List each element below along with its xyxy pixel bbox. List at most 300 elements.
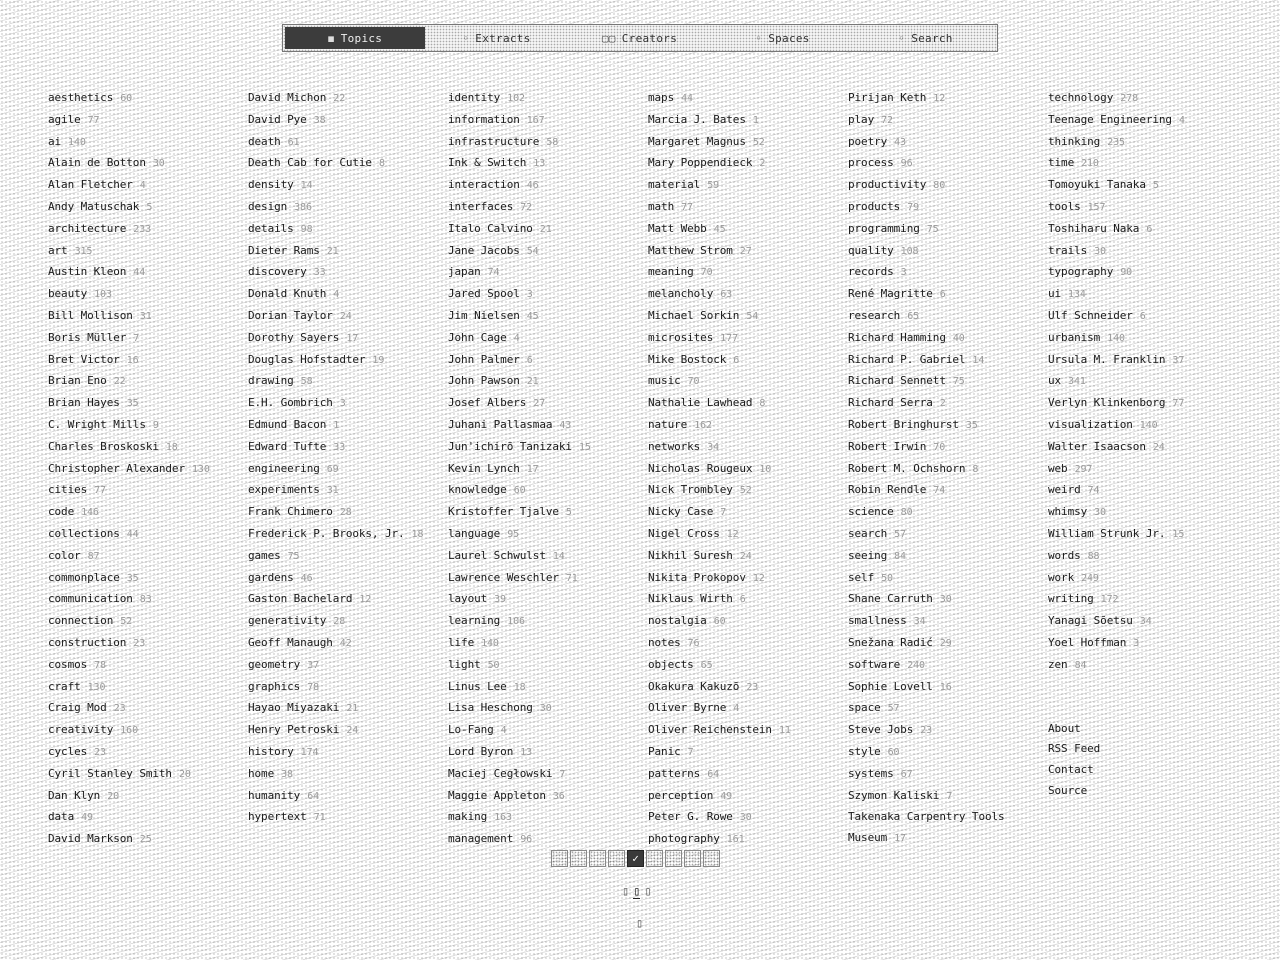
topic-count: 84: [894, 550, 906, 562]
topic-item: [848, 764, 1048, 786]
pager-dot[interactable]: [703, 850, 720, 867]
topic-link[interactable]: René Magritte: [848, 287, 933, 301]
topic-link[interactable]: management: [448, 832, 514, 846]
topic-link[interactable]: Alan Fletcher: [48, 178, 133, 192]
topic-link[interactable]: Donald Knuth: [248, 287, 327, 301]
topic-link[interactable]: Oliver Byrne: [648, 701, 727, 715]
topic-link[interactable]: beauty: [48, 287, 88, 301]
topic-link[interactable]: Snežana Radić: [848, 635, 933, 649]
topic-link[interactable]: Bret Victor: [48, 352, 120, 366]
topic-link[interactable]: Richard Hamming: [848, 330, 946, 344]
topic-link[interactable]: Bill Mollison: [48, 308, 133, 322]
topic-link[interactable]: David Michon: [248, 91, 327, 104]
topic-item: [448, 132, 648, 154]
topic-link[interactable]: Pirijan Keth: [848, 91, 927, 104]
topic-link[interactable]: code: [48, 505, 75, 519]
topic-item: [48, 786, 248, 808]
topic-link[interactable]: Shane Carruth: [848, 592, 933, 606]
topic-link[interactable]: weird: [1048, 483, 1081, 497]
topic-item: [448, 371, 648, 393]
topic-link[interactable]: Nikita Prokopov: [648, 570, 746, 584]
topic-link[interactable]: Okakura Kakuzō: [648, 679, 740, 693]
topic-link[interactable]: identity: [448, 91, 501, 104]
topic-link[interactable]: work: [1048, 570, 1075, 584]
topic-link[interactable]: maps: [648, 91, 675, 104]
topic-item: [448, 829, 648, 851]
topic-count: 8: [972, 463, 979, 475]
topic-link[interactable]: craft: [48, 679, 81, 693]
topic-link[interactable]: Geoff Manaugh: [248, 635, 333, 649]
topic-link[interactable]: E.H. Gombrich: [248, 396, 333, 410]
topic-link[interactable]: self: [848, 570, 875, 584]
topic-link[interactable]: Cyril Stanley Smith: [48, 766, 172, 780]
topic-link[interactable]: drawing: [248, 374, 294, 388]
topic-link[interactable]: Takenaka Carpentry Tools Museum: [848, 810, 1005, 845]
topic-column: [248, 88, 448, 851]
footer-link-about[interactable]: About: [1048, 721, 1081, 735]
topic-link[interactable]: Brian Hayes: [48, 396, 120, 410]
scroll-down-icon[interactable]: ▯: [636, 916, 644, 930]
topic-item: [248, 698, 448, 720]
topic-link[interactable]: quality: [848, 243, 894, 257]
topic-link[interactable]: Brian Eno: [48, 374, 107, 388]
view-toggle-icon[interactable]: ▯: [644, 884, 652, 898]
topic-link[interactable]: zen: [1048, 657, 1068, 671]
topic-item: [1048, 480, 1248, 502]
topic-link[interactable]: Verlyn Klinkenborg: [1048, 396, 1166, 410]
topic-link[interactable]: Edward Tufte: [248, 439, 327, 453]
topic-count: 34: [707, 441, 720, 453]
topic-count: 17: [894, 833, 906, 845]
topic-link[interactable]: seeing: [848, 548, 888, 562]
topic-count: 80: [933, 180, 946, 192]
topic-link[interactable]: Robert Bringhurst: [848, 417, 959, 431]
topic-count: 108: [900, 245, 919, 257]
topic-count: 167: [526, 114, 545, 126]
topic-item: [648, 262, 848, 284]
topic-count: 4: [513, 332, 520, 344]
topic-link[interactable]: science: [848, 505, 894, 519]
topic-link[interactable]: communication: [48, 592, 133, 606]
topic-item: [648, 88, 848, 110]
topic-link[interactable]: architecture: [48, 221, 127, 235]
topic-link[interactable]: Jim Nielsen: [448, 308, 520, 322]
topic-link[interactable]: discovery: [248, 265, 307, 279]
topic-link[interactable]: Kevin Lynch: [448, 461, 520, 475]
tab-topics-icon: ◼: [327, 31, 335, 45]
topic-count: 84: [1074, 659, 1087, 671]
topic-link[interactable]: Nicky Case: [648, 505, 714, 519]
topic-link[interactable]: Ursula M. Franklin: [1048, 352, 1166, 366]
topic-link[interactable]: perception: [648, 788, 714, 802]
topic-link[interactable]: whimsy: [1048, 505, 1088, 519]
topic-link[interactable]: space: [848, 701, 881, 715]
topic-item: [248, 415, 448, 437]
topic-item: [248, 219, 448, 241]
topic-link[interactable]: Austin Kleon: [48, 265, 127, 279]
tab-creators[interactable]: [568, 25, 711, 51]
topic-count: 140: [481, 637, 499, 649]
topic-link[interactable]: Edmund Bacon: [248, 417, 327, 431]
topic-link[interactable]: Hayao Miyazaki: [248, 701, 340, 715]
topic-link[interactable]: style: [848, 744, 881, 758]
tab-topics[interactable]: [285, 27, 425, 49]
footer-link-source[interactable]: Source: [1048, 783, 1088, 797]
topic-item: [848, 262, 1048, 284]
topic-link[interactable]: Richard Serra: [848, 396, 933, 410]
topic-link[interactable]: Linus Lee: [448, 679, 507, 693]
topic-link[interactable]: Walter Isaacson: [1048, 439, 1146, 453]
topic-link[interactable]: history: [248, 744, 294, 758]
topic-item: [448, 110, 648, 132]
topic-item: [648, 589, 848, 611]
topic-count: 74: [933, 485, 946, 497]
topic-link[interactable]: Maggie Appleton: [448, 788, 546, 802]
topic-link[interactable]: Panic: [648, 744, 681, 758]
topic-link[interactable]: games: [248, 548, 281, 562]
topic-link[interactable]: geometry: [248, 657, 301, 671]
topic-link[interactable]: cycles: [48, 744, 88, 758]
view-toggle-icon[interactable]: ▯: [622, 884, 630, 898]
topic-link[interactable]: process: [848, 156, 894, 170]
topic-link[interactable]: technology: [1048, 91, 1114, 104]
topic-link[interactable]: microsites: [648, 330, 714, 344]
topic-link[interactable]: Boris Müller: [48, 330, 127, 344]
topic-count: 49: [720, 790, 733, 802]
topic-link[interactable]: Andy Matuschak: [48, 199, 140, 213]
topic-link[interactable]: details: [248, 221, 294, 235]
topic-link[interactable]: color: [48, 548, 81, 562]
topic-link[interactable]: networks: [648, 439, 701, 453]
topic-link[interactable]: engineering: [248, 461, 320, 475]
topic-count: 18: [411, 528, 424, 540]
topic-count: 43: [559, 419, 572, 431]
topic-link[interactable]: David Markson: [48, 832, 133, 846]
topic-count: 22: [333, 93, 346, 104]
topic-link[interactable]: aesthetics: [48, 91, 114, 104]
topic-link[interactable]: gardens: [248, 570, 294, 584]
topic-link[interactable]: Peter G. Rowe: [648, 810, 733, 824]
topic-link[interactable]: japan: [448, 265, 481, 279]
topic-link[interactable]: Marcia J. Bates: [648, 112, 746, 126]
topic-count: 29: [939, 637, 952, 649]
topic-link[interactable]: visualization: [1048, 417, 1133, 431]
topic-link[interactable]: Henry Petroski: [248, 723, 340, 737]
pager-dot[interactable]: [570, 850, 587, 867]
topic-link[interactable]: software: [848, 657, 901, 671]
topic-link[interactable]: death: [248, 134, 281, 148]
topic-link[interactable]: ai: [48, 134, 62, 148]
topic-count: 30: [1094, 245, 1106, 257]
topic-link[interactable]: systems: [848, 766, 894, 780]
topic-link[interactable]: data: [48, 810, 75, 824]
topic-link[interactable]: Robin Rendle: [848, 483, 927, 497]
topic-item: [48, 88, 248, 110]
topic-link[interactable]: Lord Byron: [448, 744, 514, 758]
topic-link[interactable]: life: [448, 635, 475, 649]
topic-link[interactable]: trails: [1048, 243, 1088, 257]
topic-link[interactable]: Tomoyuki Tanaka: [1048, 178, 1146, 192]
topic-link[interactable]: smallness: [848, 614, 907, 628]
topic-link[interactable]: ux: [1048, 374, 1062, 388]
topic-link[interactable]: Lo-Fang: [448, 723, 494, 737]
topic-link[interactable]: Josef Albers: [448, 396, 527, 410]
topic-link[interactable]: notes: [648, 635, 681, 649]
topic-count: 30: [539, 703, 552, 715]
topic-link[interactable]: Charles Broskoski: [48, 439, 159, 453]
topic-count: 106: [507, 616, 525, 628]
topic-link[interactable]: home: [248, 766, 275, 780]
topic-link[interactable]: construction: [48, 635, 127, 649]
topic-link[interactable]: thinking: [1048, 134, 1101, 148]
topic-count: 60: [887, 746, 900, 758]
topic-link[interactable]: Matthew Strom: [648, 243, 733, 257]
topic-item: [848, 415, 1048, 437]
topic-link[interactable]: Sophie Lovell: [848, 679, 933, 693]
topic-item: [848, 611, 1048, 633]
topic-link[interactable]: density: [248, 178, 294, 192]
topic-link[interactable]: Oliver Reichenstein: [648, 723, 772, 737]
topic-link[interactable]: agile: [48, 112, 81, 126]
topic-link[interactable]: words: [1048, 548, 1081, 562]
topic-item: [248, 328, 448, 350]
topic-item: [248, 197, 448, 219]
topic-link[interactable]: Richard Sennett: [848, 374, 946, 388]
topic-link[interactable]: material: [648, 178, 701, 192]
topic-link[interactable]: knowledge: [448, 483, 507, 497]
topic-count: 65: [907, 310, 920, 322]
topic-link[interactable]: Italo Calvino: [448, 221, 533, 235]
topic-link[interactable]: melancholy: [648, 287, 714, 301]
topic-item: [448, 655, 648, 677]
topic-link[interactable]: John Cage: [448, 330, 507, 344]
topic-item: [648, 677, 848, 699]
topic-link[interactable]: cosmos: [48, 657, 88, 671]
topic-link[interactable]: interfaces: [448, 199, 514, 213]
topic-link[interactable]: Nathalie Lawhead: [648, 396, 753, 410]
pager-dot[interactable]: [684, 850, 701, 867]
topic-link[interactable]: research: [848, 308, 901, 322]
topic-link[interactable]: infrastructure: [448, 134, 540, 148]
topic-item: [248, 350, 448, 372]
topic-item: [48, 175, 248, 197]
topic-link[interactable]: John Palmer: [448, 352, 520, 366]
topic-link[interactable]: Szymon Kaliski: [848, 788, 940, 802]
topic-link[interactable]: nature: [648, 417, 688, 431]
topic-link[interactable]: writing: [1048, 592, 1094, 606]
topic-item: [448, 306, 648, 328]
topic-count: 35: [126, 572, 139, 584]
topic-link[interactable]: time: [1048, 156, 1075, 170]
topic-link[interactable]: Jane Jacobs: [448, 243, 520, 257]
topic-link[interactable]: Dan Klyn: [48, 788, 101, 802]
topic-link[interactable]: patterns: [648, 766, 701, 780]
topic-link[interactable]: products: [848, 199, 901, 213]
topic-link[interactable]: Nigel Cross: [648, 526, 720, 540]
topic-item: [848, 655, 1048, 677]
topic-item: [1048, 568, 1248, 590]
topic-link[interactable]: Jun'ichirō Tanizaki: [448, 439, 572, 453]
topic-link[interactable]: experiments: [248, 483, 320, 497]
topic-link[interactable]: Laurel Schwulst: [448, 548, 546, 562]
topic-link[interactable]: poetry: [848, 134, 888, 148]
pager-dot-active[interactable]: ✓: [627, 850, 644, 867]
topic-item: [448, 720, 648, 742]
footer-link-contact[interactable]: Contact: [1048, 763, 1094, 777]
tab-search[interactable]: [854, 25, 997, 51]
topic-link[interactable]: Alain de Botton: [48, 156, 146, 170]
topic-link[interactable]: urbanism: [1048, 330, 1101, 344]
topic-link[interactable]: C. Wright Mills: [48, 417, 146, 431]
topic-count: 15: [1172, 528, 1185, 540]
tab-spaces[interactable]: [711, 25, 854, 51]
topic-item: [48, 241, 248, 263]
topic-item: [248, 306, 448, 328]
topic-link[interactable]: productivity: [848, 178, 927, 192]
topic-count: 3: [339, 398, 346, 410]
topic-link[interactable]: John Pawson: [448, 374, 520, 388]
topic-link[interactable]: language: [448, 526, 501, 540]
topic-link[interactable]: search: [848, 526, 888, 540]
topic-link[interactable]: Yanagi Sōetsu: [1048, 614, 1133, 628]
topic-link[interactable]: objects: [648, 657, 694, 671]
topic-link[interactable]: information: [448, 112, 520, 126]
topic-link[interactable]: Nicholas Rougeux: [648, 461, 753, 475]
topic-link[interactable]: art: [48, 243, 68, 257]
topic-item: [848, 698, 1048, 720]
topic-link[interactable]: interaction: [448, 178, 520, 192]
topic-link[interactable]: Maciej Cegłowski: [448, 766, 553, 780]
topic-link[interactable]: Michael Sorkin: [648, 308, 740, 322]
topic-link[interactable]: connection: [48, 614, 114, 628]
topic-link[interactable]: Steve Jobs: [848, 723, 914, 737]
topic-link[interactable]: nostalgia: [648, 614, 707, 628]
topic-count: 341: [1068, 376, 1086, 388]
topic-link[interactable]: typography: [1048, 265, 1114, 279]
topic-count: 2: [939, 398, 946, 410]
topic-link[interactable]: Frederick P. Brooks, Jr.: [248, 526, 405, 540]
topic-count: 52: [120, 616, 133, 628]
topic-count: 16: [939, 681, 952, 693]
topic-link[interactable]: learning: [448, 614, 501, 628]
footer-link-rss-feed[interactable]: RSS Feed: [1048, 742, 1101, 756]
pager-dot[interactable]: [646, 850, 663, 867]
topic-link[interactable]: Death Cab for Cutie: [248, 156, 372, 170]
topic-link[interactable]: Dieter Rams: [248, 243, 320, 257]
topic-link[interactable]: Matt Webb: [648, 221, 707, 235]
topic-link[interactable]: Ulf Schneider: [1048, 308, 1133, 322]
topic-item: [448, 241, 648, 263]
topic-item: [448, 546, 648, 568]
topic-link[interactable]: layout: [448, 592, 488, 606]
topic-item: [1048, 350, 1248, 372]
topic-link[interactable]: Yoel Hoffman: [1048, 635, 1127, 649]
topic-item: [1048, 175, 1248, 197]
pager-dot[interactable]: [589, 850, 606, 867]
topic-link[interactable]: David Pye: [248, 112, 307, 126]
topic-link[interactable]: Mike Bostock: [648, 352, 727, 366]
topic-count: 78: [94, 659, 106, 671]
topic-link[interactable]: Nikhil Suresh: [648, 548, 733, 562]
topic-item: [648, 742, 848, 764]
topic-link[interactable]: Christopher Alexander: [48, 461, 185, 475]
topic-link[interactable]: commonplace: [48, 570, 120, 584]
topic-link[interactable]: ui: [1048, 287, 1062, 301]
topic-link[interactable]: Jared Spool: [448, 287, 520, 301]
pager-dot[interactable]: [551, 850, 568, 867]
view-toggle-icon[interactable]: ▯: [633, 884, 641, 898]
topic-link[interactable]: Frank Chimero: [248, 505, 333, 519]
topic-link[interactable]: generativity: [248, 614, 327, 628]
topic-item: [248, 611, 448, 633]
topic-link[interactable]: Mary Poppendieck: [648, 156, 753, 170]
topic-link[interactable]: Douglas Hofstadter: [248, 352, 366, 366]
topic-link[interactable]: Craig Mod: [48, 701, 107, 715]
topic-link[interactable]: light: [448, 657, 481, 671]
topic-link[interactable]: Robert Irwin: [848, 439, 927, 453]
topic-link[interactable]: Lisa Heschong: [448, 701, 533, 715]
topic-link[interactable]: music: [648, 374, 681, 388]
topic-link[interactable]: creativity: [48, 723, 114, 737]
pager-dot[interactable]: [665, 850, 682, 867]
topic-item: [48, 328, 248, 350]
topic-count: 63: [720, 289, 733, 301]
topic-link[interactable]: graphics: [248, 679, 301, 693]
topic-link[interactable]: Nick Trombley: [648, 483, 733, 497]
topic-link[interactable]: Dorothy Sayers: [248, 330, 340, 344]
topic-link[interactable]: collections: [48, 526, 120, 540]
topic-link[interactable]: humanity: [248, 788, 301, 802]
topic-link[interactable]: Kristoffer Tjalve: [448, 505, 559, 519]
topic-link[interactable]: hypertext: [248, 810, 307, 824]
topic-link[interactable]: Juhani Pallasmaa: [448, 417, 553, 431]
topic-link[interactable]: photography: [648, 832, 720, 846]
pager-dot[interactable]: [608, 850, 625, 867]
topic-link[interactable]: Robert M. Ochshorn: [848, 461, 966, 475]
topic-link[interactable]: William Strunk Jr.: [1048, 526, 1166, 540]
topic-item: [448, 415, 648, 437]
topic-link[interactable]: Dorian Taylor: [248, 308, 333, 322]
topic-link[interactable]: Niklaus Wirth: [648, 592, 733, 606]
topic-count: 60: [713, 616, 726, 628]
topic-link[interactable]: web: [1048, 461, 1068, 475]
tab-extracts[interactable]: [425, 25, 568, 51]
topic-link[interactable]: programming: [848, 221, 920, 235]
topic-link[interactable]: design: [248, 199, 288, 213]
topic-link[interactable]: Toshiharu Naka: [1048, 221, 1140, 235]
topic-link[interactable]: cities: [48, 483, 88, 497]
topic-item: [448, 88, 648, 110]
topic-count: 35: [965, 419, 978, 431]
topic-item: [448, 262, 648, 284]
topic-link[interactable]: meaning: [648, 265, 694, 279]
topic-link[interactable]: records: [848, 265, 894, 279]
topic-link[interactable]: Lawrence Weschler: [448, 570, 559, 584]
topic-item: [648, 371, 848, 393]
topic-link[interactable]: math: [648, 199, 675, 213]
topic-link[interactable]: making: [448, 810, 488, 824]
topic-link[interactable]: tools: [1048, 199, 1081, 213]
topic-link[interactable]: play: [848, 112, 875, 126]
topic-item: [448, 437, 648, 459]
topic-item: [1048, 88, 1248, 110]
topic-link[interactable]: Teenage Engineering: [1048, 112, 1172, 126]
topic-link[interactable]: Gaston Bachelard: [248, 592, 353, 606]
topic-count: 297: [1074, 463, 1093, 475]
topic-link[interactable]: Richard P. Gabriel: [848, 352, 966, 366]
topic-link[interactable]: Margaret Magnus: [648, 134, 746, 148]
topic-link[interactable]: Ink & Switch: [448, 156, 527, 170]
